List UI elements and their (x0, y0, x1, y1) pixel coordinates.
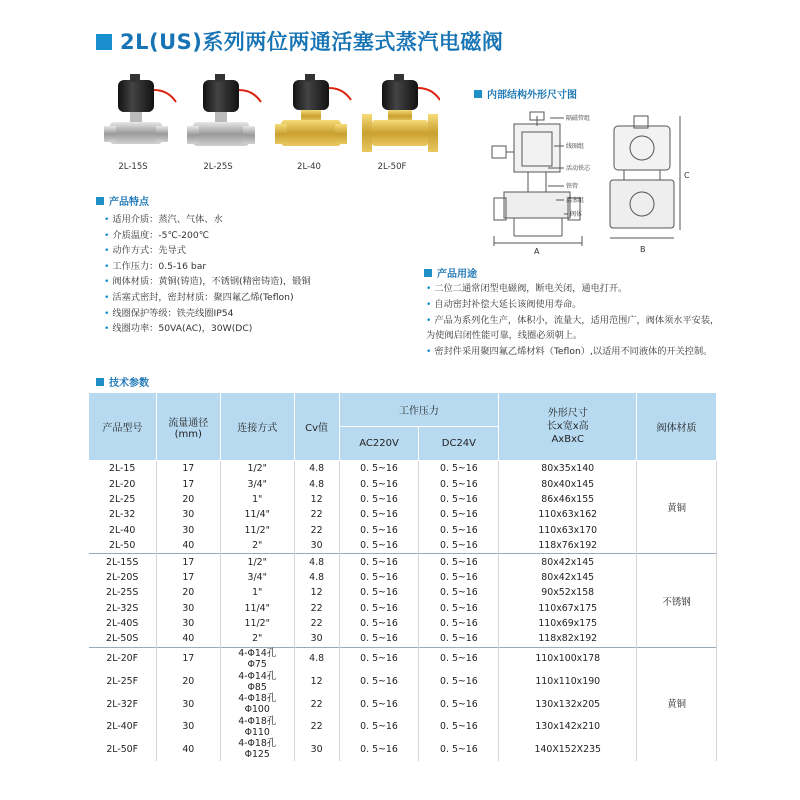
cell-ac: 0. 5~16 (339, 507, 419, 522)
section-square-icon (96, 378, 104, 386)
cell-dimensions: 118x76x192 (499, 538, 637, 554)
cell-dimensions: 110x63x170 (499, 523, 637, 538)
cell-flow: 30 (156, 616, 220, 631)
cell-dimensions: 90x52x158 (499, 585, 637, 600)
feature-item: • 阀体材质：黄铜(铸造)，不锈钢(精密铸造)，锻铜 (104, 276, 311, 288)
cell-dimensions: 118x82x192 (499, 631, 637, 647)
cell-dimensions: 80x35x140 (499, 461, 637, 477)
cell-dc: 0. 5~16 (419, 670, 499, 693)
cell-connection: 4-Φ18孔 Φ125 (220, 738, 294, 761)
cell-model: 2L-15S (89, 554, 157, 570)
cell-cv: 22 (294, 715, 339, 738)
cell-dimensions: 80x42x145 (499, 554, 637, 570)
product-caption: 2L-25S (203, 162, 233, 172)
header-flow: 流量通径 (mm) (156, 393, 220, 461)
usage-item: • 密封件采用聚四氟乙烯材料（Teflon）,以适用不同液体的开关控制。 (426, 346, 713, 358)
header-dimensions: 外形尺寸 长x宽x高 AxBxC (499, 393, 637, 461)
header-connection: 连接方式 (220, 393, 294, 461)
feature-item: • 工作压力：0.5-16 bar (104, 260, 207, 272)
cell-model: 2L-32F (89, 693, 157, 716)
cell-dc: 0. 5~16 (419, 507, 499, 522)
cell-cv: 22 (294, 693, 339, 716)
cell-dc: 0. 5~16 (419, 492, 499, 507)
valve-image-2l-40 (275, 74, 351, 146)
usage-item: • 产品为系列化生产，体积小，流量大，适用范围广，阀体须水平安装，为使阀启闭性能可靠，线圈必须朝上。 (426, 314, 720, 342)
cell-model: 2L-25 (89, 492, 157, 507)
cell-ac: 0. 5~16 (339, 461, 419, 477)
cell-dc: 0. 5~16 (419, 616, 499, 631)
cell-cv: 22 (294, 507, 339, 522)
table-row (89, 538, 717, 554)
cell-cv: 4.8 (294, 647, 339, 670)
table-row (89, 738, 717, 761)
table-row (89, 693, 717, 716)
feature-item: • 线圈保护等级：铁壳线圈IP54 (104, 307, 234, 319)
cell-model: 2L-15 (89, 461, 157, 477)
cell-cv: 30 (294, 538, 339, 554)
cell-connection: 11/2" (220, 616, 294, 631)
diagram-label: 活动铁芯 (566, 165, 591, 172)
cell-model: 2L-40F (89, 715, 157, 738)
section-square-icon (424, 269, 432, 277)
header-cv: Cv值 (294, 393, 339, 461)
cell-model: 2L-50F (89, 738, 157, 761)
cell-model: 2L-25F (89, 670, 157, 693)
page-title: 2L(US)系列两位两通活塞式蒸汽电磁阀 (96, 26, 503, 56)
cell-flow: 20 (156, 492, 220, 507)
cell-dc: 0. 5~16 (419, 585, 499, 600)
product-caption: 2L-50F (377, 162, 407, 172)
cell-flow: 40 (156, 738, 220, 761)
cell-cv: 4.8 (294, 570, 339, 585)
cell-connection: 3/4" (220, 570, 294, 585)
cell-cv: 4.8 (294, 476, 339, 491)
cell-connection: 4-Φ18孔 Φ110 (220, 715, 294, 738)
table-row (89, 523, 717, 538)
cell-flow: 40 (156, 538, 220, 554)
valve-image-2l-50f (362, 74, 440, 152)
dimension-a-label: A (534, 247, 540, 256)
cell-dimensions: 110x100x178 (499, 647, 637, 670)
cell-model: 2L-40 (89, 523, 157, 538)
cell-dimensions: 110x63x162 (499, 507, 637, 522)
cell-cv: 30 (294, 631, 339, 647)
table-row (89, 507, 717, 522)
cell-connection: 4-Φ14孔 Φ85 (220, 670, 294, 693)
product-caption: 2L-15S (118, 162, 148, 172)
cell-cv: 12 (294, 585, 339, 600)
cell-cv: 30 (294, 738, 339, 761)
diagram-label: 线圈组 (566, 143, 585, 150)
cell-model: 2L-20S (89, 570, 157, 585)
feature-item: • 线圈功率：50VA(AC)，30W(DC) (104, 323, 253, 335)
valve-image-2l-25s (187, 74, 261, 146)
cell-connection: 1" (220, 585, 294, 600)
cell-connection: 2" (220, 538, 294, 554)
table-row (89, 670, 717, 693)
features-list (104, 212, 311, 337)
header-ac: AC220V (339, 427, 419, 461)
cell-dc: 0. 5~16 (419, 693, 499, 716)
cell-model: 2L-25S (89, 585, 157, 600)
cell-dimensions: 110x67x175 (499, 601, 637, 616)
cell-flow: 40 (156, 631, 220, 647)
cell-ac: 0. 5~16 (339, 693, 419, 716)
header-model: 产品型号 (89, 393, 157, 461)
cell-cv: 4.8 (294, 554, 339, 570)
diagram-section-title: 内部结构外形尺寸图 (474, 86, 577, 101)
usage-section-title: 产品用途 (424, 265, 477, 280)
cell-dc: 0. 5~16 (419, 631, 499, 647)
cell-cv: 22 (294, 601, 339, 616)
cell-ac: 0. 5~16 (339, 631, 419, 647)
cell-dc: 0. 5~16 (419, 461, 499, 477)
spec-table (88, 392, 717, 761)
diagram-label: 阀体 (570, 211, 583, 218)
section-square-icon (474, 90, 482, 98)
valve-image-2l-15s (104, 74, 176, 144)
table-row (89, 631, 717, 647)
cell-model: 2L-50 (89, 538, 157, 554)
cell-ac: 0. 5~16 (339, 601, 419, 616)
cell-connection: 1" (220, 492, 294, 507)
table-row (89, 570, 717, 585)
cell-ac: 0. 5~16 (339, 616, 419, 631)
cell-dc: 0. 5~16 (419, 647, 499, 670)
header-dc: DC24V (419, 427, 499, 461)
cell-dc: 0. 5~16 (419, 523, 499, 538)
table-row (89, 715, 717, 738)
feature-item: • 活塞式密封，密封材质：聚四氟乙烯(Teflon) (104, 291, 294, 303)
cell-connection: 3/4" (220, 476, 294, 491)
cell-material: 黄铜 (637, 461, 717, 554)
cell-ac: 0. 5~16 (339, 585, 419, 600)
cell-ac: 0. 5~16 (339, 554, 419, 570)
cell-flow: 30 (156, 601, 220, 616)
usage-item: • 自动密封补偿大延长该阀使用寿命。 (426, 298, 582, 310)
cell-ac: 0. 5~16 (339, 538, 419, 554)
cell-cv: 22 (294, 523, 339, 538)
cell-ac: 0. 5~16 (339, 647, 419, 670)
cell-model: 2L-50S (89, 631, 157, 647)
cell-dc: 0. 5~16 (419, 538, 499, 554)
cell-model: 2L-32 (89, 507, 157, 522)
dimension-c-label: C (684, 171, 690, 180)
header-material: 阀体材质 (637, 393, 717, 461)
cell-flow: 17 (156, 461, 220, 477)
cell-model: 2L-20 (89, 476, 157, 491)
cell-connection: 1/2" (220, 461, 294, 477)
cell-cv: 22 (294, 616, 339, 631)
cell-connection: 11/2" (220, 523, 294, 538)
product-photos (100, 72, 440, 162)
cell-cv: 12 (294, 670, 339, 693)
cell-ac: 0. 5~16 (339, 570, 419, 585)
cell-flow: 30 (156, 507, 220, 522)
diagram-label: 铁管 (566, 183, 579, 190)
title-square-icon (96, 34, 112, 50)
cell-connection: 11/4" (220, 507, 294, 522)
table-row (89, 461, 717, 477)
cell-dc: 0. 5~16 (419, 738, 499, 761)
cell-flow: 30 (156, 523, 220, 538)
cell-connection: 1/2" (220, 554, 294, 570)
usage-list (426, 281, 726, 360)
cell-cv: 4.8 (294, 461, 339, 477)
feature-item: • 适用介质：蒸汽、气体、水 (104, 214, 223, 225)
cell-flow: 30 (156, 715, 220, 738)
diagram-label: 活塞组 (566, 197, 585, 204)
cell-connection: 11/4" (220, 601, 294, 616)
cell-ac: 0. 5~16 (339, 715, 419, 738)
cell-material: 黄铜 (637, 647, 717, 760)
cell-flow: 20 (156, 585, 220, 600)
cell-ac: 0. 5~16 (339, 738, 419, 761)
cell-dimensions: 110x110x190 (499, 670, 637, 693)
cell-connection: 4-Φ14孔 Φ75 (220, 647, 294, 670)
cell-dc: 0. 5~16 (419, 554, 499, 570)
section-square-icon (96, 197, 104, 205)
cell-connection: 2" (220, 631, 294, 647)
spec-section-title: 技术参数 (96, 374, 149, 389)
cell-model: 2L-40S (89, 616, 157, 631)
cell-dimensions: 130x142x210 (499, 715, 637, 738)
cell-dimensions: 130x132x205 (499, 693, 637, 716)
dimension-b-label: B (640, 245, 646, 254)
table-row (89, 476, 717, 491)
cell-model: 2L-20F (89, 647, 157, 670)
table-row (89, 554, 717, 570)
cell-ac: 0. 5~16 (339, 523, 419, 538)
cell-ac: 0. 5~16 (339, 492, 419, 507)
usage-item: • 二位二通常闭型电磁阀，断电关闭，通电打开。 (426, 283, 628, 294)
cell-ac: 0. 5~16 (339, 476, 419, 491)
cell-dimensions: 80x42x145 (499, 570, 637, 585)
diagram-label: 隔磁管组 (566, 115, 591, 122)
cell-dimensions: 110x69x175 (499, 616, 637, 631)
cell-flow: 17 (156, 476, 220, 491)
feature-item: • 介质温度：-5℃-200℃ (104, 229, 210, 241)
cell-dimensions: 86x46x155 (499, 492, 637, 507)
cell-flow: 17 (156, 554, 220, 570)
cell-material: 不锈钢 (637, 554, 717, 647)
cell-dimensions: 80x40x145 (499, 476, 637, 491)
product-caption: 2L-40 (297, 162, 321, 172)
cell-dc: 0. 5~16 (419, 715, 499, 738)
table-row (89, 601, 717, 616)
table-row (89, 585, 717, 600)
header-pressure: 工作压力 (339, 393, 499, 427)
cell-dc: 0. 5~16 (419, 570, 499, 585)
feature-item: • 动作方式：先导式 (104, 245, 186, 257)
table-row (89, 492, 717, 507)
cell-flow: 30 (156, 693, 220, 716)
cell-model: 2L-32S (89, 601, 157, 616)
features-section-title: 产品特点 (96, 193, 149, 208)
table-row (89, 647, 717, 670)
cell-flow: 17 (156, 570, 220, 585)
spec-table-body (89, 461, 717, 761)
cell-flow: 20 (156, 670, 220, 693)
structure-diagram (474, 106, 704, 264)
cell-flow: 17 (156, 647, 220, 670)
cell-connection: 4-Φ18孔 Φ100 (220, 693, 294, 716)
cell-dimensions: 140X152X235 (499, 738, 637, 761)
cell-ac: 0. 5~16 (339, 670, 419, 693)
cell-dc: 0. 5~16 (419, 476, 499, 491)
cell-dc: 0. 5~16 (419, 601, 499, 616)
cell-cv: 12 (294, 492, 339, 507)
table-row (89, 616, 717, 631)
